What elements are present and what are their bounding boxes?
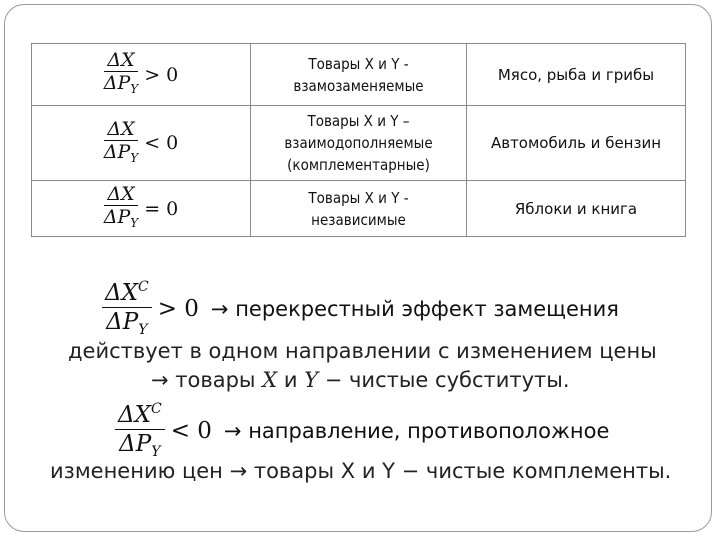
fraction-denominator: ΔP — [119, 431, 152, 457]
formula-cell — [32, 106, 251, 181]
example-cell: Мясо, рыба и грибы — [467, 44, 686, 106]
text-fragment: → товары — [151, 368, 256, 392]
denominator-subscript: Y — [138, 322, 148, 338]
fraction-numerator: ΔX — [118, 402, 151, 428]
formula-complements — [115, 396, 609, 465]
example-cell: Яблоки и книга — [467, 181, 686, 237]
variable-x: X — [262, 368, 278, 392]
formula-cell — [32, 181, 251, 237]
type-line: взаимодополняемые — [284, 134, 433, 152]
type-line: Товары X и Y – — [307, 112, 410, 130]
numerator-superscript: C — [137, 279, 149, 295]
denominator-subscript: Y — [130, 150, 139, 165]
goods-type-cell — [251, 106, 467, 181]
goods-type-cell — [251, 181, 467, 237]
type-line: Товары X и Y - — [308, 54, 409, 73]
denominator-subscript: Y — [151, 444, 161, 460]
text-line: действует в одном направлении с изменением цены — [68, 339, 657, 363]
text-line: изменению цен → товары X и Y − чистые комплементы. — [50, 459, 672, 483]
fraction-denominator: ΔP — [103, 72, 131, 94]
denominator-subscript: Y — [130, 216, 139, 230]
fraction-numerator: ΔX — [104, 184, 137, 206]
formula-substitutes — [102, 274, 619, 343]
formula-description: → направление, противоположное — [223, 418, 610, 443]
relation-sign: = 0 — [144, 197, 179, 220]
numerator-superscript: C — [150, 401, 162, 417]
relation-sign: > 0 — [157, 295, 199, 322]
fraction — [102, 274, 152, 343]
type-line: независимые — [311, 210, 406, 229]
variable-y: Y — [304, 368, 319, 392]
goods-relationship-table — [31, 43, 686, 237]
table-row — [32, 106, 686, 181]
text-line — [151, 368, 570, 392]
relation-sign: < 0 — [170, 417, 212, 444]
fraction-numerator: ΔX — [105, 280, 138, 306]
text-fragment: и — [283, 368, 298, 392]
table-row — [32, 181, 686, 237]
formula-description: → перекрестный эффект замещения — [210, 296, 619, 321]
fraction-denominator: ΔP — [103, 206, 131, 228]
relation-sign: < 0 — [144, 132, 179, 154]
fraction-denominator: ΔP — [106, 309, 139, 335]
example-cell: Автомобиль и бензин — [467, 106, 686, 181]
fraction — [104, 50, 138, 99]
fraction — [115, 396, 165, 465]
fraction-numerator: ΔX — [104, 119, 137, 141]
fraction — [104, 184, 138, 233]
fraction-numerator: ΔX — [104, 50, 137, 72]
relation-sign: > 0 — [144, 63, 179, 86]
text-fragment: − чистые субституты. — [324, 368, 570, 392]
denominator-subscript: Y — [130, 82, 139, 96]
type-line: (комплементарные) — [287, 156, 430, 174]
fraction — [104, 119, 138, 168]
fraction-denominator: ΔP — [103, 140, 131, 163]
formula-cell — [32, 44, 251, 106]
type-line: взамозаменяемые — [293, 76, 424, 95]
table-row — [32, 44, 686, 106]
type-line: Товары X и Y - — [308, 188, 409, 207]
goods-type-cell — [251, 44, 467, 106]
